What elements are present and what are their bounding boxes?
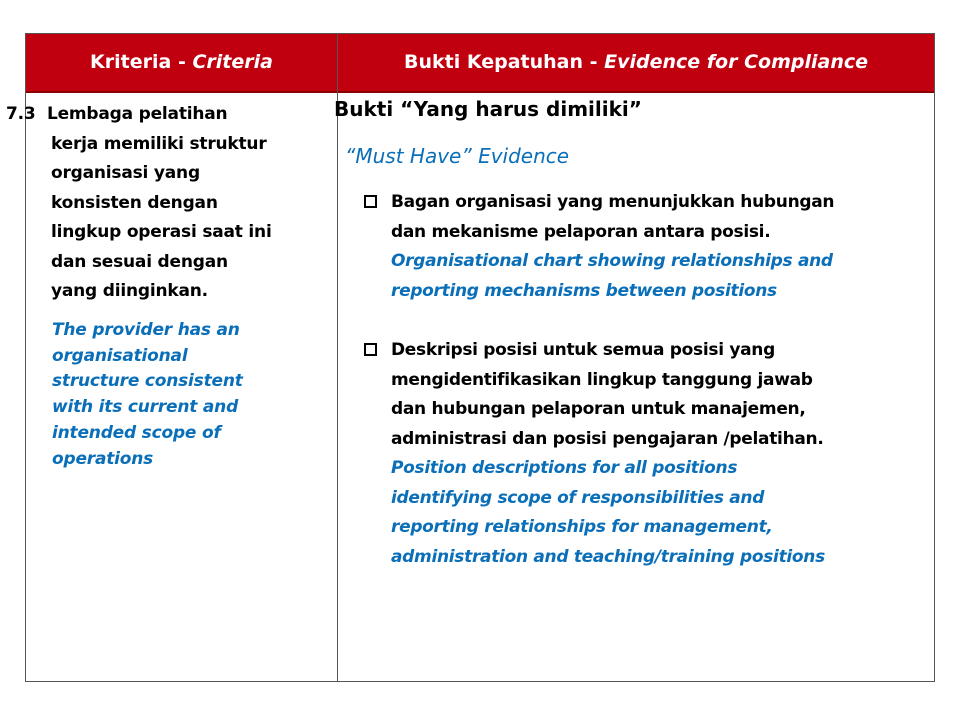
evidence-item-english: Organisational chart showing relationships and (391, 251, 833, 271)
checkbox-icon (364, 195, 377, 208)
evidence-item-english: Position descriptions for all positions (391, 458, 738, 478)
evidence-title: Bukti “Yang harus dimiliki” (334, 97, 642, 121)
criteria-english-line: intended scope of (52, 422, 221, 443)
header-evidence-english: Evidence for Compliance (604, 51, 869, 73)
evidence-item-english: reporting relationships for management, (391, 517, 773, 537)
header-evidence (338, 34, 934, 91)
criteria-english (52, 318, 302, 472)
criteria-line: lingkup operasi saat ini (51, 222, 272, 242)
criteria-english-line: structure consistent (52, 371, 243, 392)
criteria-line: konsisten dengan (51, 192, 218, 213)
evidence-item-english: identifying scope of responsibilities and (391, 487, 765, 508)
evidence-item-text: Deskripsi posisi untuk semua posisi yang (391, 340, 775, 360)
evidence-item-text: dan mekanisme pelaporan antara posisi. (391, 221, 771, 242)
evidence-subtitle: “Must Have” Evidence (345, 144, 570, 168)
table-header (26, 34, 934, 93)
criteria-english-line: The provider has an (52, 320, 240, 340)
criteria-number: 7.3 (6, 104, 36, 124)
evidence-item-text: Bagan organisasi yang menunjukkan hubungan (391, 192, 835, 212)
evidence-item-text: dan hubungan pelaporan untuk manajemen, (391, 399, 806, 419)
evidence-item-text: mengidentifikasikan lingkup tanggung jawab (391, 369, 813, 390)
evidence-item-english: reporting mechanisms between positions (391, 280, 777, 301)
criteria-english-line: organisational (52, 345, 188, 366)
column-divider (337, 34, 338, 681)
criteria-line: kerja memiliki struktur (51, 133, 267, 154)
header-criteria-english: Criteria (192, 51, 273, 73)
header-evidence-label: Bukti Kepatuhan - (403, 51, 605, 73)
evidence-item-text: administrasi dan posisi pengajaran /pelatihan. (391, 428, 824, 449)
header-criteria-label: Kriteria - (90, 51, 193, 73)
criteria-indonesian (6, 100, 306, 307)
criteria-line: dan sesuai dengan (51, 251, 228, 272)
criteria-english-line: operations (52, 448, 154, 469)
criteria-line: organisasi yang (51, 163, 200, 183)
criteria-english-line: with its current and (52, 397, 239, 418)
evidence-item-english: administration and teaching/training positions (391, 546, 825, 567)
header-criteria (26, 34, 337, 91)
checkbox-icon (364, 343, 377, 356)
criteria-line: yang diinginkan. (51, 281, 208, 301)
criteria-text: Lembaga pelatihan (46, 104, 228, 124)
criteria-line (6, 100, 306, 130)
